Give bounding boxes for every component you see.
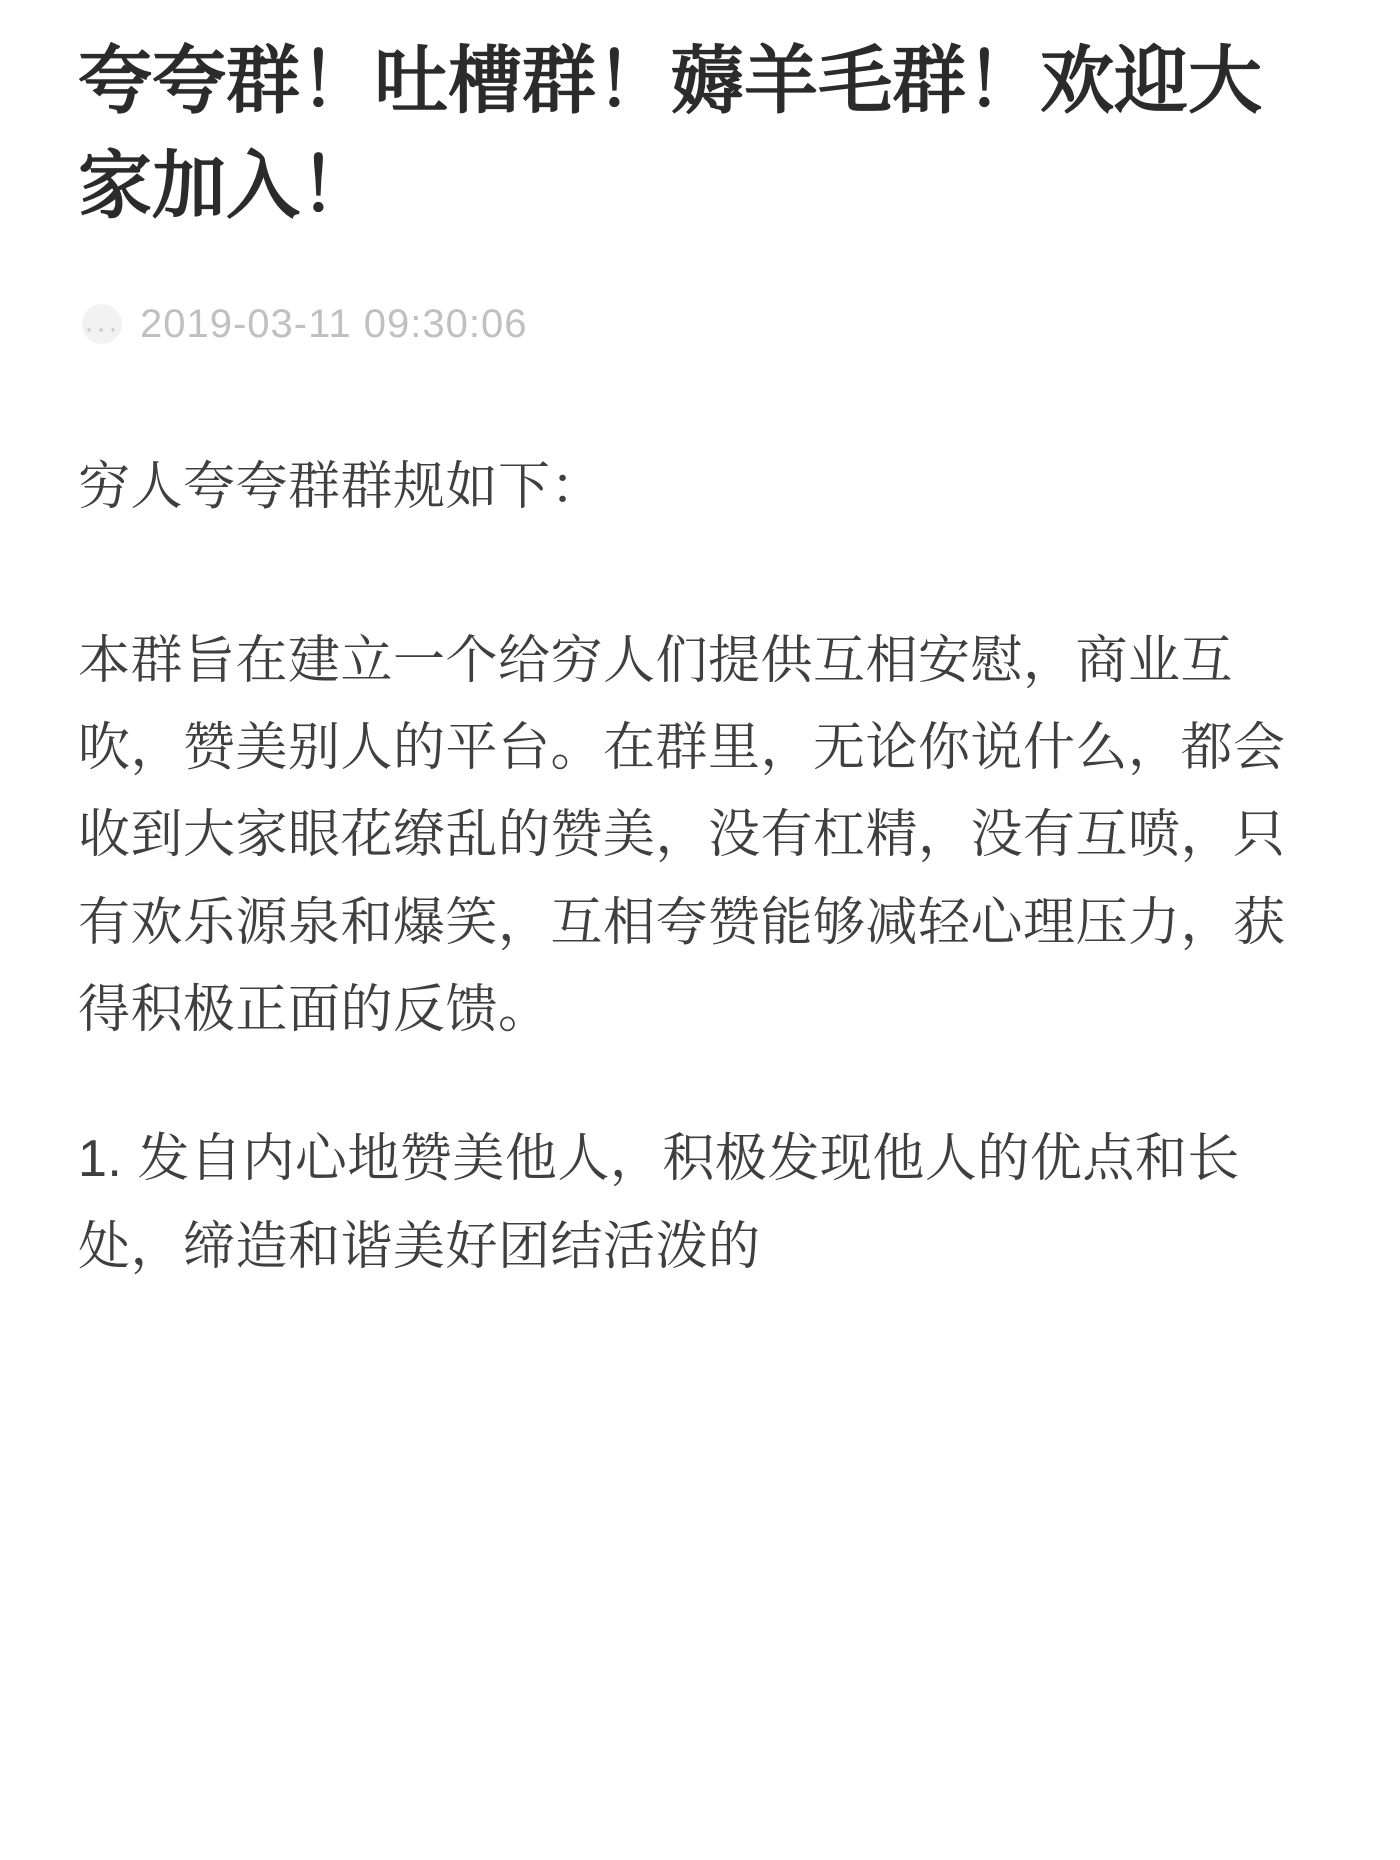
article-meta (82, 300, 1310, 348)
avatar (82, 304, 122, 344)
paragraph-intro: 穷人夸夸群群规如下： (78, 458, 604, 517)
publish-timestamp: 2019-03-11 09:30:06 (140, 301, 528, 346)
page-title: 夸夸群！吐槽群！薅羊毛群！欢迎大家加入！ (78, 39, 1262, 228)
paragraph-rule-1: 1. 发自内心地赞美他人，积极发现他人的优点和长处，缔造和谐美好团结活泼的 (78, 1130, 1240, 1276)
article-body (78, 444, 1310, 1291)
paragraph-purpose: 本群旨在建立一个给穷人们提供互相安慰，商业互吹，赞美别人的平台。在群里，无论你说什么，都会收到大家眼花缭乱的赞美，没有杠精，没有互喷，只有欢乐源泉和爆笑，互相夸赞能够减轻心理压力，获得积极正面的反馈。 (78, 631, 1286, 1039)
avatar-placeholder-glyph: ··· (84, 312, 120, 345)
